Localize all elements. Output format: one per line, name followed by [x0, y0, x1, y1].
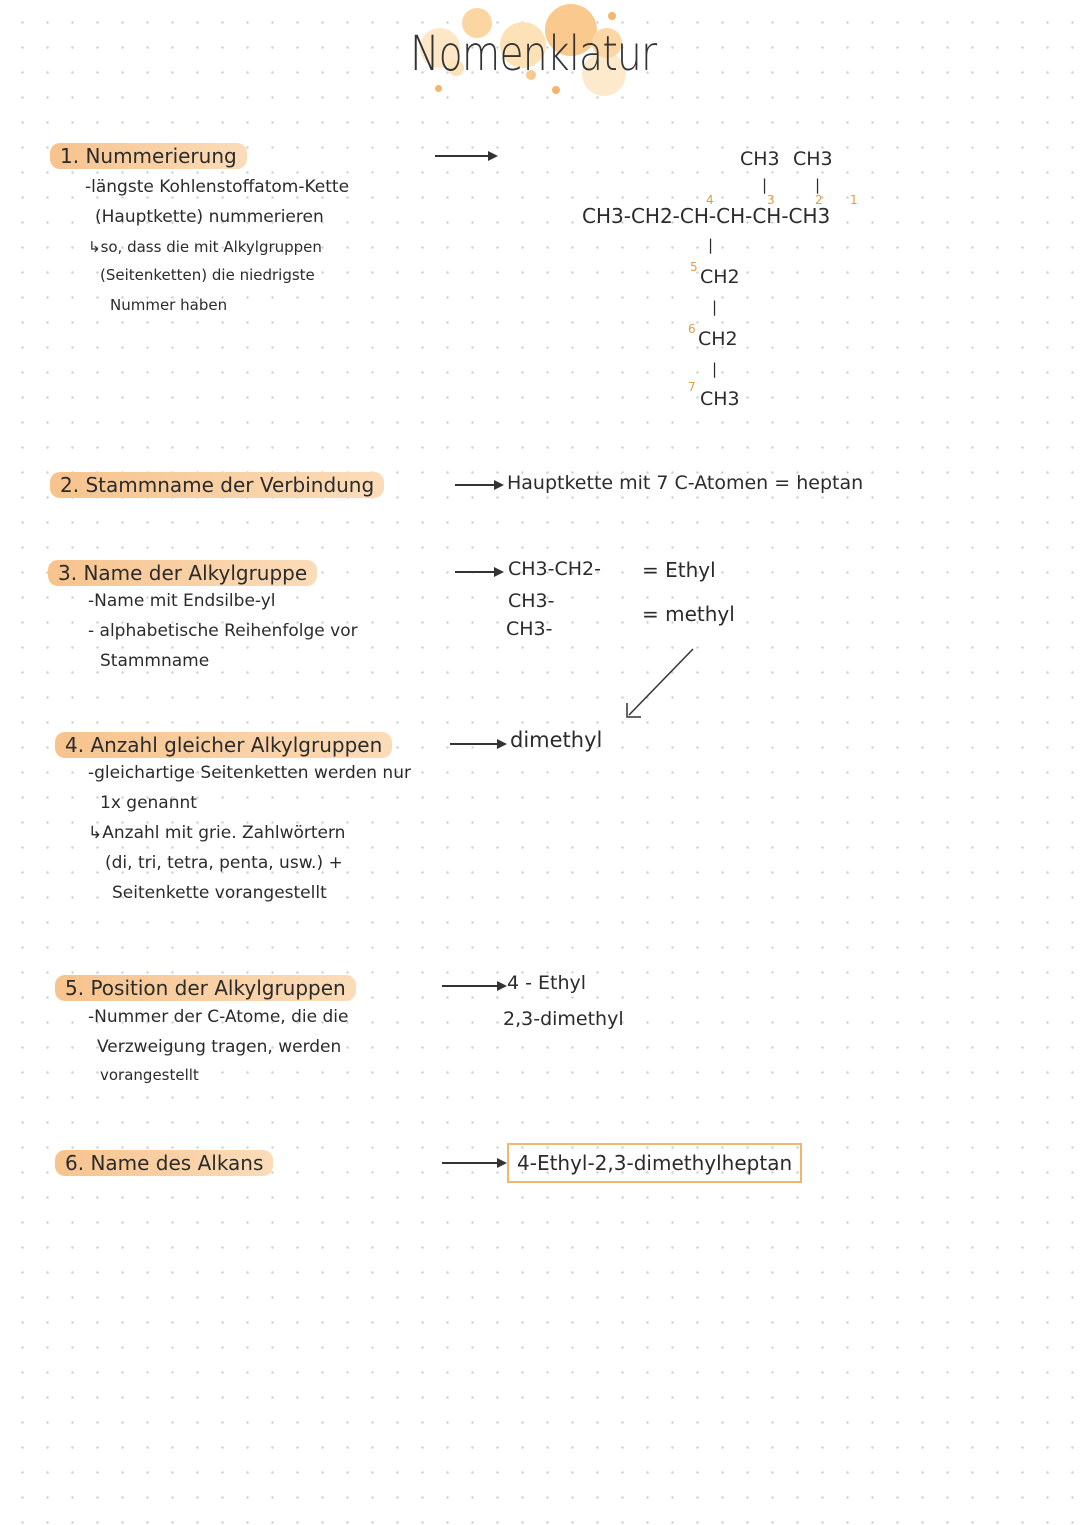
- section-1-note: (Seitenketten) die niedrigste: [100, 266, 315, 284]
- section-4-note: (di, tri, tetra, penta, usw.) +: [105, 853, 343, 873]
- chain-number: 2: [815, 193, 823, 207]
- section-3-heading: 3. Name der Alkylgruppe: [48, 560, 317, 586]
- chain-number: 7: [688, 380, 696, 394]
- branch-group: CH2: [700, 266, 740, 288]
- section-1-heading: 1. Nummerierung: [50, 143, 247, 169]
- section-3-note: Stammname: [100, 651, 210, 671]
- section-5-heading: 5. Position der Alkylgruppen: [55, 975, 356, 1001]
- section-3-note: - alphabetische Reihenfolge vor: [88, 621, 358, 641]
- alkyl-name: = Ethyl: [642, 558, 716, 582]
- section-5-note: -Nummer der C-Atome, die die: [88, 1007, 349, 1027]
- section-1-note: -längste Kohlenstoffatom-Kette: [85, 177, 350, 197]
- section-5-note: vorangestellt: [100, 1066, 199, 1084]
- section-4-note: Seitenkette vorangestellt: [112, 883, 327, 903]
- final-name-box: 4-Ethyl-2,3-dimethylheptan: [507, 1143, 802, 1183]
- alkyl-formula: CH3-: [506, 618, 553, 640]
- section-3-note: -Name mit Endsilbe-yl: [88, 591, 276, 611]
- section-4-note: 1x genannt: [100, 793, 197, 813]
- section-4-note: ↳Anzahl mit grie. Zahlwörtern: [88, 823, 346, 843]
- section-5-note: Verzweigung tragen, werden: [97, 1037, 342, 1057]
- anzahl-result: dimethyl: [510, 728, 603, 752]
- main-chain: CH3-CH2-CH-CH-CH-CH3: [582, 204, 831, 228]
- top-group-2: CH3: [793, 148, 833, 170]
- branch-group: CH2: [698, 328, 738, 350]
- alkyl-formula: CH3-: [508, 590, 555, 612]
- section-6-heading: 6. Name des Alkans: [55, 1150, 273, 1176]
- top-group-1: CH3: [740, 148, 780, 170]
- branch-group: CH3: [700, 388, 740, 410]
- alkyl-name: = methyl: [642, 602, 735, 626]
- section-4-heading: 4. Anzahl gleicher Alkylgruppen: [55, 732, 392, 758]
- chain-number: 3: [767, 193, 775, 207]
- alkyl-formula: CH3-CH2-: [508, 558, 601, 580]
- chain-number: 6: [688, 322, 696, 336]
- position-result: 4 - Ethyl: [507, 972, 587, 994]
- stammname-result: Hauptkette mit 7 C-Atomen = heptan: [507, 472, 864, 494]
- section-4-note: -gleichartige Seitenketten werden nur: [88, 763, 411, 783]
- section-1-note: ↳so, dass die mit Alkylgruppen: [88, 238, 322, 256]
- page-title: Nomenklatur: [410, 26, 657, 82]
- section-2-heading: 2. Stammname der Verbindung: [50, 472, 384, 498]
- chain-number: 1: [850, 193, 858, 207]
- chain-number: 5: [690, 260, 698, 274]
- diagonal-arrow: [615, 645, 700, 725]
- section-1-note: Nummer haben: [110, 296, 228, 314]
- chain-number: 4: [706, 193, 714, 207]
- position-result: 2,3-dimethyl: [503, 1008, 624, 1030]
- section-1-note: (Hauptkette) nummerieren: [95, 207, 324, 227]
